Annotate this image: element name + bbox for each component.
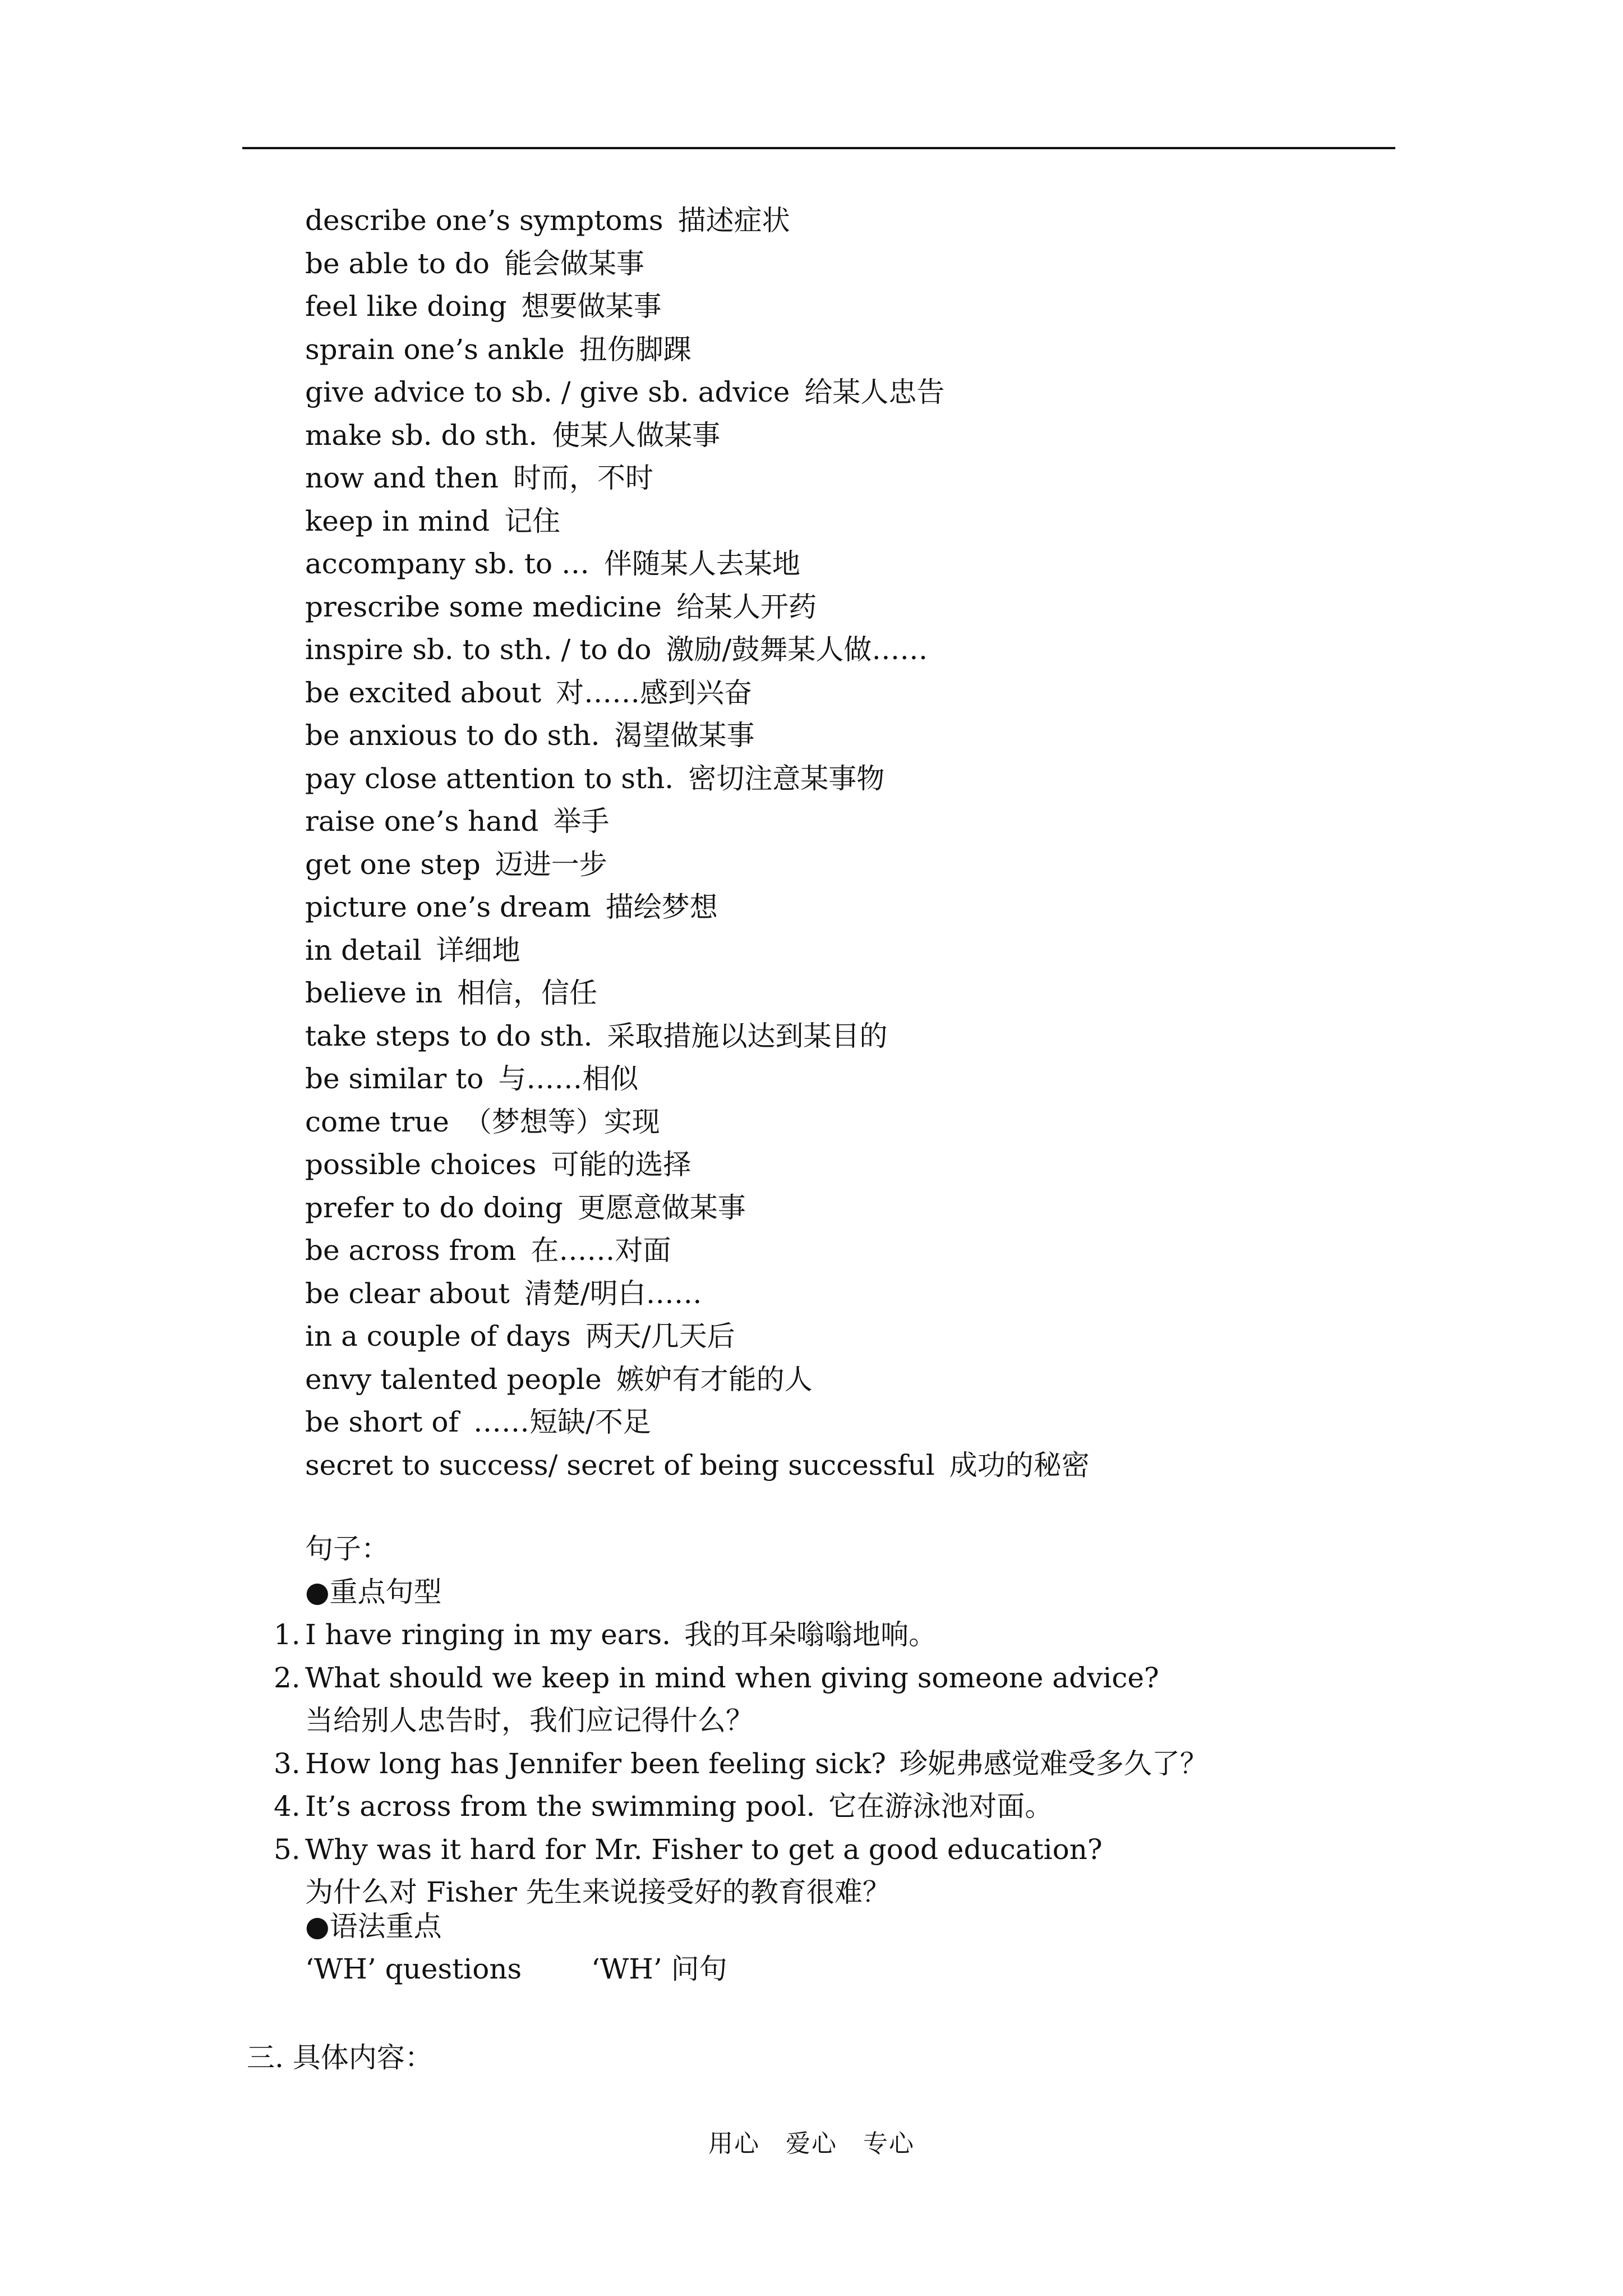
phrase-en: feel like doing (305, 290, 507, 323)
phrase-en: prescribe some medicine (305, 590, 662, 623)
phrase-en: secret to success/ secret of being successful (305, 1448, 935, 1481)
grammar-heading: ●语法重点 (305, 1910, 442, 1943)
sentence-zh: 我的耳朵嗡嗡地响。 (684, 1618, 937, 1651)
phrase-item (305, 586, 1427, 629)
phrase-en: pay close attention to sth. (305, 762, 674, 795)
phrase-item (305, 671, 1427, 715)
sentence-number: 2. (274, 1661, 301, 1694)
phrase-en: picture one’s dream (305, 891, 591, 923)
phrase-item (305, 843, 1427, 886)
phrase-en: be anxious to do sth. (305, 719, 600, 752)
phrase-zh: 时而，不时 (513, 462, 653, 494)
phrase-item (305, 628, 1427, 671)
phrase-item (305, 1229, 1427, 1272)
sentence-zh: 当给别人忠告时，我们应记得什么？ (305, 1704, 754, 1737)
phrase-en: give advice to sb. / give sb. advice (305, 376, 790, 408)
phrase-en: describe one’s symptoms (305, 204, 663, 237)
phrase-en: prefer to do doing (305, 1191, 563, 1224)
phrase-item (305, 414, 1427, 457)
phrase-zh: 在……对面 (531, 1234, 671, 1267)
sentence-list (274, 1613, 1208, 1914)
phrase-item (305, 972, 1427, 1015)
sentences-heading: 句子： (305, 1533, 389, 1565)
sentence-item (274, 1657, 1208, 1742)
phrase-item (305, 457, 1427, 500)
sentence-zh: 珍妮弗感觉难受多久了？ (899, 1747, 1208, 1780)
phrase-zh: 迈进一步 (495, 848, 607, 881)
phrase-zh: 清楚/明白…… (524, 1277, 702, 1310)
phrase-en: be excited about (305, 676, 542, 709)
phrase-list (305, 199, 1427, 1487)
phrase-zh: 激励/鼓舞某人做…… (666, 633, 928, 666)
grammar-zh: ‘WH’ 问句 (591, 1953, 727, 1985)
phrase-zh: 举手 (553, 805, 610, 838)
phrase-en: be able to do (305, 247, 490, 280)
sentence-number: 1. (274, 1618, 301, 1651)
sentence-zh: 它在游泳池对面。 (828, 1790, 1053, 1823)
phrase-item (305, 199, 1427, 242)
phrase-en: come true (305, 1105, 449, 1138)
phrase-zh: 相信，信任 (457, 977, 598, 1009)
phrase-en: sprain one’s ankle (305, 333, 565, 366)
phrase-zh: 成功的秘密 (949, 1448, 1090, 1481)
phrase-en: envy talented people (305, 1363, 602, 1396)
phrase-item (305, 285, 1427, 328)
phrase-item (305, 757, 1427, 800)
phrase-item (305, 1143, 1427, 1186)
phrase-zh: 使某人做某事 (552, 418, 721, 452)
phrase-zh: 能会做某事 (504, 247, 644, 280)
phrase-item (305, 886, 1427, 929)
phrase-en: keep in mind (305, 504, 490, 537)
phrase-item (305, 1186, 1427, 1230)
phrase-zh: 详细地 (436, 933, 520, 967)
phrase-zh: 想要做某事 (521, 290, 662, 323)
phrase-item (305, 371, 1427, 414)
phrase-en: in a couple of days (305, 1320, 571, 1352)
phrase-en: in detail (305, 933, 422, 967)
phrase-zh: ……短缺/不足 (473, 1406, 651, 1438)
phrase-en: be clear about (305, 1277, 510, 1310)
sentence-number: 3. (274, 1747, 301, 1780)
phrase-item (305, 800, 1427, 843)
phrase-item (305, 500, 1427, 543)
phrase-zh: 嫉妒有才能的人 (616, 1363, 813, 1396)
sentence-en: I have ringing in my ears. (305, 1618, 671, 1651)
sentence-en: How long has Jennifer been feeling sick? (305, 1747, 886, 1780)
phrase-item (305, 1358, 1427, 1401)
phrase-en: accompany sb. to … (305, 547, 590, 580)
phrase-item (305, 1101, 1427, 1144)
phrase-zh: 密切注意某事物 (688, 762, 885, 795)
phrase-en: be similar to (305, 1062, 484, 1095)
phrase-en: raise one’s hand (305, 805, 539, 838)
phrase-zh: 渴望做某事 (614, 719, 755, 752)
phrase-item (305, 1315, 1427, 1358)
sentence-zh: 为什么对 Fisher 先生来说接受好的教育很难？ (305, 1876, 891, 1908)
phrase-item (305, 542, 1427, 586)
sentence-en: Why was it hard for Mr. Fisher to get a good education? (305, 1833, 1103, 1866)
phrase-en: make sb. do sth. (305, 418, 538, 452)
phrase-item (305, 1015, 1427, 1058)
phrase-item (305, 242, 1427, 286)
phrase-zh: （梦想等）实现 (463, 1105, 660, 1138)
sentence-item (274, 1613, 1208, 1657)
sentence-en: What should we keep in mind when giving someone advice? (305, 1661, 1159, 1694)
sentence-item (274, 1828, 1208, 1914)
sentence-number: 5. (274, 1833, 301, 1866)
phrase-en: be short of (305, 1406, 459, 1438)
phrase-zh: 描述症状 (677, 204, 790, 237)
phrase-en: possible choices (305, 1148, 537, 1181)
key-patterns-heading: ●重点句型 (305, 1576, 442, 1608)
grammar-en: ‘WH’ questions (305, 1953, 522, 1985)
phrase-zh: 更愿意做某事 (577, 1191, 746, 1224)
phrase-zh: 给某人忠告 (804, 376, 945, 408)
phrase-en: get one step (305, 848, 481, 881)
phrase-zh: 采取措施以达到某目的 (607, 1019, 888, 1052)
phrase-item (305, 1401, 1427, 1444)
phrase-zh: 可能的选择 (551, 1148, 691, 1181)
sentence-item (274, 1742, 1208, 1786)
phrase-item (305, 1057, 1427, 1101)
phrase-zh: 记住 (504, 504, 561, 537)
phrase-item (305, 714, 1427, 757)
section-three-heading: 三. 具体内容： (247, 2041, 433, 2074)
phrase-zh: 对……感到兴奋 (556, 676, 753, 709)
phrase-item (305, 929, 1427, 972)
phrase-en: be across from (305, 1234, 517, 1267)
phrase-en: believe in (305, 977, 443, 1009)
sentence-item (274, 1785, 1208, 1828)
grammar-row (305, 1948, 727, 1991)
phrase-en: take steps to do sth. (305, 1019, 593, 1052)
header-rule (242, 147, 1395, 149)
sentence-number: 4. (274, 1790, 301, 1823)
page-footer: 用心 爱心 专心 (708, 2129, 915, 2158)
phrase-en: now and then (305, 462, 499, 494)
phrase-zh: 与……相似 (498, 1062, 639, 1095)
phrase-zh: 伴随某人去某地 (604, 547, 801, 580)
phrase-item (305, 328, 1427, 371)
phrase-zh: 两天/几天后 (585, 1320, 735, 1352)
phrase-en: inspire sb. to sth. / to do (305, 633, 652, 666)
phrase-item (305, 1272, 1427, 1315)
phrase-item (305, 1444, 1427, 1487)
sentence-en: It’s across from the swimming pool. (305, 1790, 815, 1823)
phrase-zh: 扭伤脚踝 (579, 333, 691, 366)
phrase-zh: 给某人开药 (676, 590, 817, 623)
phrase-zh: 描绘梦想 (605, 891, 718, 923)
